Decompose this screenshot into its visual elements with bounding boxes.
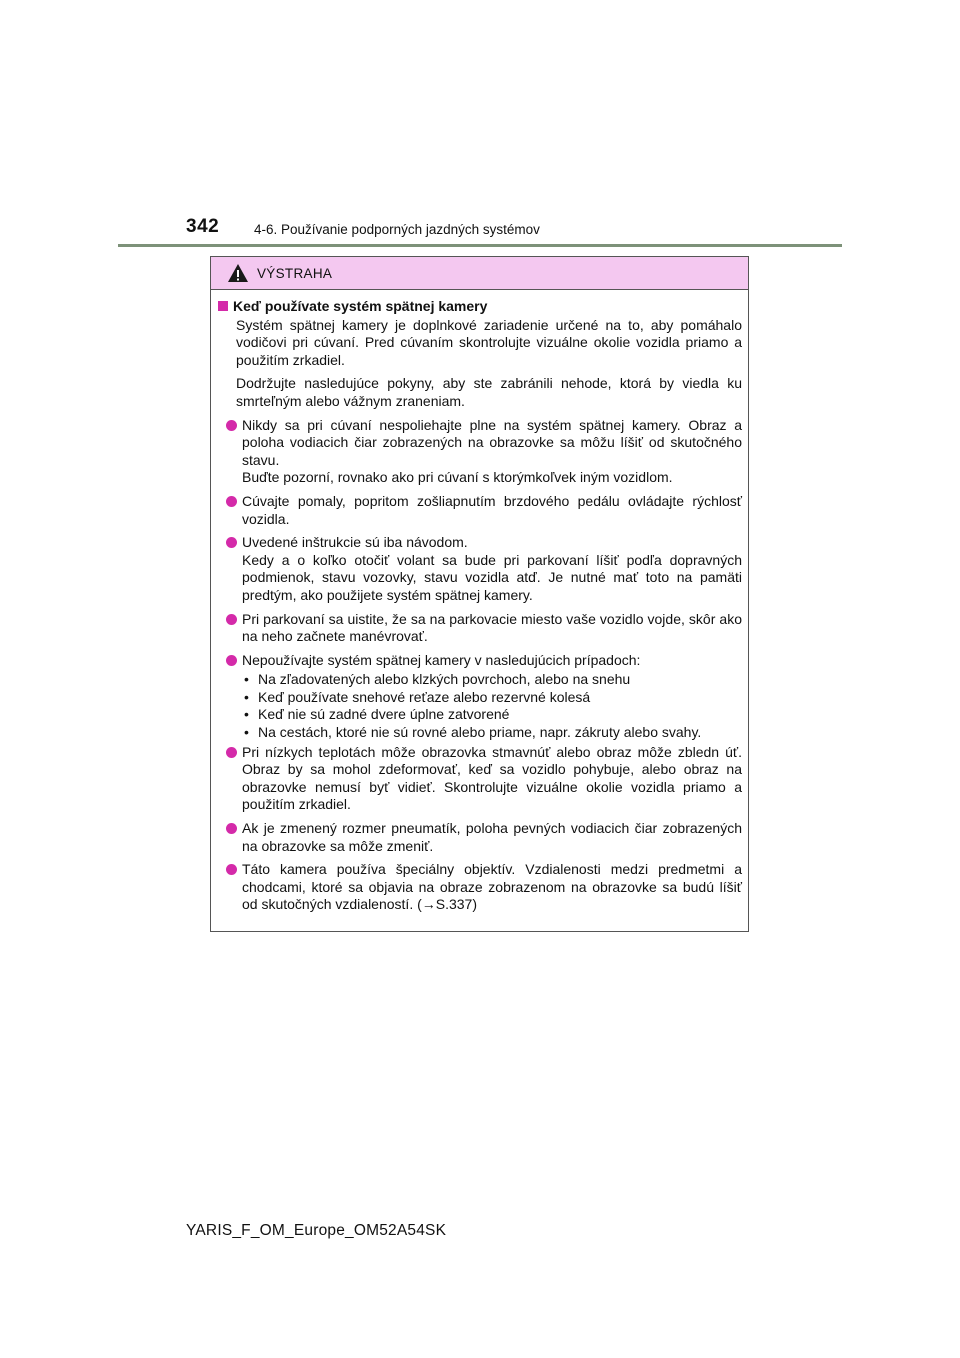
sub-list-item: • Na zľadovatených alebo klzkých povrchoch, alebo na snehu	[244, 671, 631, 688]
circle-bullet-icon	[226, 864, 237, 875]
list-item-text: Táto kamera používa špeciálny objektív. Vzdialenosti medzi predmetmi a chodcami, ktoré sa objavia na obraze zobrazenom na obrazovke sa budú líšiť od skutočných vzdialeností. (→S.337)	[242, 861, 742, 913]
list-item-extra: Buďte pozorní, rovnako ako pri cúvaní s ktorýmkoľvek iným vozidlom.	[242, 469, 673, 486]
section-title: 4-6. Používanie podporných jazdných systémov	[254, 222, 540, 237]
list-item-extra: Kedy a o koľko otočiť volant sa bude pri parkovaní líšiť podľa dopravných podmienok, stavu vozovky, stavu vozidla atď. Je nutné mať toto na pamäti predtým, ako použijete systém spätnej kamery.	[242, 551, 742, 603]
list-item	[226, 493, 742, 528]
circle-bullet-icon	[226, 420, 237, 431]
document-code: YARIS_F_OM_Europe_OM52A54SK	[186, 1222, 447, 1239]
circle-bullet-icon	[226, 614, 237, 625]
list-item	[226, 744, 742, 814]
list-item-text: Pri nízkych teplotách môže obrazovka stmavnúť alebo obraz môže zbledn úť. Obraz by sa mohol zdeformovať, keď sa vozidlo pohybuje, alebo obraz na obrazovke nemusí byť vidieť. Skontrolujte vizuálne okolie vozidla priamo a použitím zrkadiel.	[242, 743, 742, 813]
list-item	[226, 611, 742, 646]
list-item-text: Uvedené inštrukcie sú iba návodom.	[242, 534, 468, 551]
circle-bullet-icon	[226, 537, 237, 548]
list-item-text: Ak je zmenený rozmer pneumatík, poloha pevných vodiacich čiar zobrazených na obrazovke sa môže zmeniť.	[242, 820, 742, 854]
warning-header	[211, 257, 748, 290]
list-item	[226, 861, 742, 914]
list-item-text: Pri parkovaní sa uistite, že sa na parkovacie miesto vaše vozidlo vojde, skôr ako na neho začnete manévrovať.	[242, 610, 742, 645]
warning-label: VÝSTRAHA	[257, 265, 333, 281]
sub-list-item-text: Keď používate snehové reťaze alebo rezervné kolesá	[258, 688, 591, 705]
warning-triangle-icon	[227, 263, 249, 283]
header-rule	[118, 244, 842, 247]
sub-list-item: • Na cestách, ktoré nie sú rovné alebo priame, napr. zákruty alebo svahy.	[244, 724, 702, 741]
sub-list	[244, 671, 742, 741]
page-number: 342	[186, 216, 220, 237]
circle-bullet-icon	[226, 655, 237, 666]
list-item	[226, 652, 742, 670]
list-item-text: Cúvajte pomaly, popritom zošliapnutím brzdového pedálu ovládajte rýchlosť vozidla.	[242, 492, 742, 527]
sub-list-item-text: Na cestách, ktoré nie sú rovné alebo priame, napr. zákruty alebo svahy.	[258, 724, 702, 741]
warning-body	[211, 290, 748, 914]
circle-bullet-icon	[226, 823, 237, 834]
sub-list-item-text: Na zľadovatených alebo klzkých povrchoch, alebo na snehu	[258, 671, 631, 688]
list-item	[226, 820, 742, 855]
list-item-text: Nepoužívajte systém spätnej kamery v nasledujúcich prípadoch:	[242, 651, 641, 668]
list-item	[226, 534, 742, 604]
list-item-text: Nikdy sa pri cúvaní nespoliehajte plne na systém spätnej kamery. Obraz a poloha vodiacich čiar zobrazených na obrazovke sa môžu líšiť od skutočného stavu.	[242, 416, 742, 468]
warning-box	[210, 256, 749, 932]
list-item	[226, 417, 742, 487]
warning-heading-text: Keď používate systém spätnej kamery	[233, 298, 488, 314]
square-bullet-icon	[218, 301, 228, 311]
sub-list-item: • Keď nie sú zadné dvere úplne zatvorené	[244, 706, 510, 723]
intro-paragraph: Systém spätnej kamery je doplnkové zariadenie určené na to, aby pomáhalo vodičovi pri cúvaní. Pred cúvaním skontrolujte vizuálne okolie vozidla priamo a použitím zrkadiel.	[236, 316, 742, 368]
sub-list-item-text: Keď nie sú zadné dvere úplne zatvorené	[258, 706, 510, 723]
circle-bullet-icon	[226, 496, 237, 507]
circle-bullet-icon	[226, 747, 237, 758]
sub-list-item: • Keď používate snehové reťaze alebo rezervné kolesá	[244, 688, 591, 705]
warning-heading	[218, 298, 742, 316]
intro-paragraph: Dodržujte nasledujúce pokyny, aby ste zabránili nehode, ktorá by viedla ku smrteľným alebo vážnym zraneniam.	[236, 375, 742, 409]
